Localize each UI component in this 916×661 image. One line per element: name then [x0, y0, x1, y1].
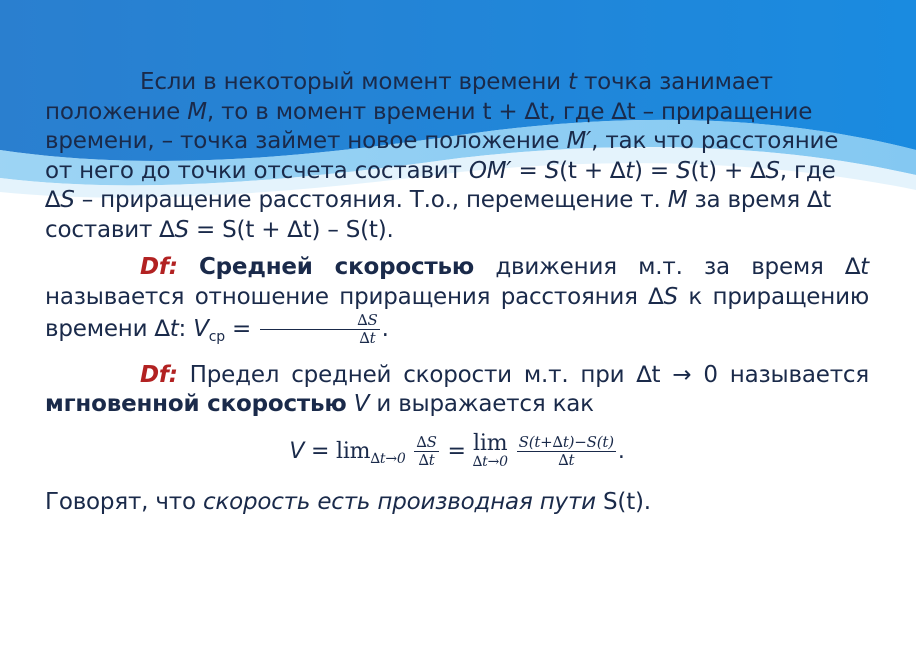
text: Предел средней скорости м.т. при ∆t → 0 называется [177, 361, 869, 388]
denominator: ∆t [558, 451, 575, 469]
definition-average-velocity [45, 253, 869, 353]
text: скорость есть производная пути [202, 489, 596, 515]
text: S [663, 283, 678, 310]
fraction-ds-dt [414, 434, 438, 469]
lim-label: lim [473, 430, 508, 456]
slide-text [45, 68, 869, 518]
paragraph-conclusion [45, 488, 869, 518]
text [347, 391, 354, 417]
text: , где ∆ [45, 157, 836, 213]
df-label: Df: [140, 361, 178, 388]
numerator: ∆S [260, 312, 379, 330]
text: t [169, 316, 179, 342]
text: (t + ∆ [559, 157, 626, 184]
text: S [544, 157, 560, 184]
paragraph-intro [45, 68, 869, 245]
text: S [765, 157, 780, 184]
lim-subscript: ∆t→0 [370, 450, 406, 467]
text: Если в некоторый момент времени [140, 69, 569, 95]
text: за время ∆t составит ∆ [45, 187, 832, 243]
text: называется отношение приращения расстояния ∆ [45, 283, 664, 310]
text: , так что расстояние от него до точки отсчета составит [45, 128, 839, 184]
formula-instant-velocity [45, 430, 869, 475]
text: и выражается как [369, 391, 594, 417]
text: = [304, 438, 336, 464]
text: S [174, 216, 189, 243]
text: V [353, 391, 370, 417]
text: к приращению времени ∆ [45, 283, 869, 342]
numerator: S(t+∆t)−S(t) [518, 433, 614, 451]
text: ) = [634, 157, 677, 184]
text: V [193, 316, 209, 342]
lim-subscript: ∆t→0 [472, 453, 508, 470]
term-instant-velocity: мгновенной скоростью [45, 391, 347, 417]
fraction-ds-dt [260, 312, 379, 347]
definition-instant-velocity [45, 361, 869, 420]
text: . [381, 316, 389, 342]
text: – приращение расстояния. Т.о., перемещение т. [74, 187, 668, 213]
text: = S(t + ∆t) – S(t). [188, 216, 394, 243]
text: , то в момент времени t + ∆t, где ∆t – приращение времени, – точка займет новое положение [45, 98, 813, 154]
formula-v: V [289, 438, 305, 464]
text: = [224, 316, 259, 342]
text: OM′ [468, 157, 512, 184]
text: M′ [566, 128, 592, 154]
lim-block [472, 430, 508, 470]
fraction-difference [517, 434, 616, 469]
text: (t) + ∆ [690, 157, 766, 184]
text: точка занимает положение [45, 69, 773, 125]
text: t [625, 157, 635, 184]
term-average-velocity: Средней скоростью [198, 254, 475, 280]
denominator: ∆t [359, 329, 376, 347]
denominator: ∆t [418, 451, 435, 469]
df-label: Df: [140, 254, 178, 280]
text: S [676, 157, 691, 184]
text: S(t). [595, 489, 651, 515]
subscript: ср [208, 329, 225, 345]
text: : [178, 316, 194, 342]
text: . [617, 438, 625, 464]
lim-label: lim [336, 438, 371, 464]
text: M [187, 98, 207, 125]
text: = [440, 438, 473, 464]
text: M [667, 187, 688, 213]
text: = [511, 157, 545, 184]
text: S [60, 187, 75, 213]
text: Говорят, что [45, 489, 203, 515]
numerator: ∆S [416, 433, 437, 451]
text: t [860, 254, 869, 280]
text: t [568, 69, 577, 95]
text: движения м.т. за время ∆ [474, 254, 861, 280]
